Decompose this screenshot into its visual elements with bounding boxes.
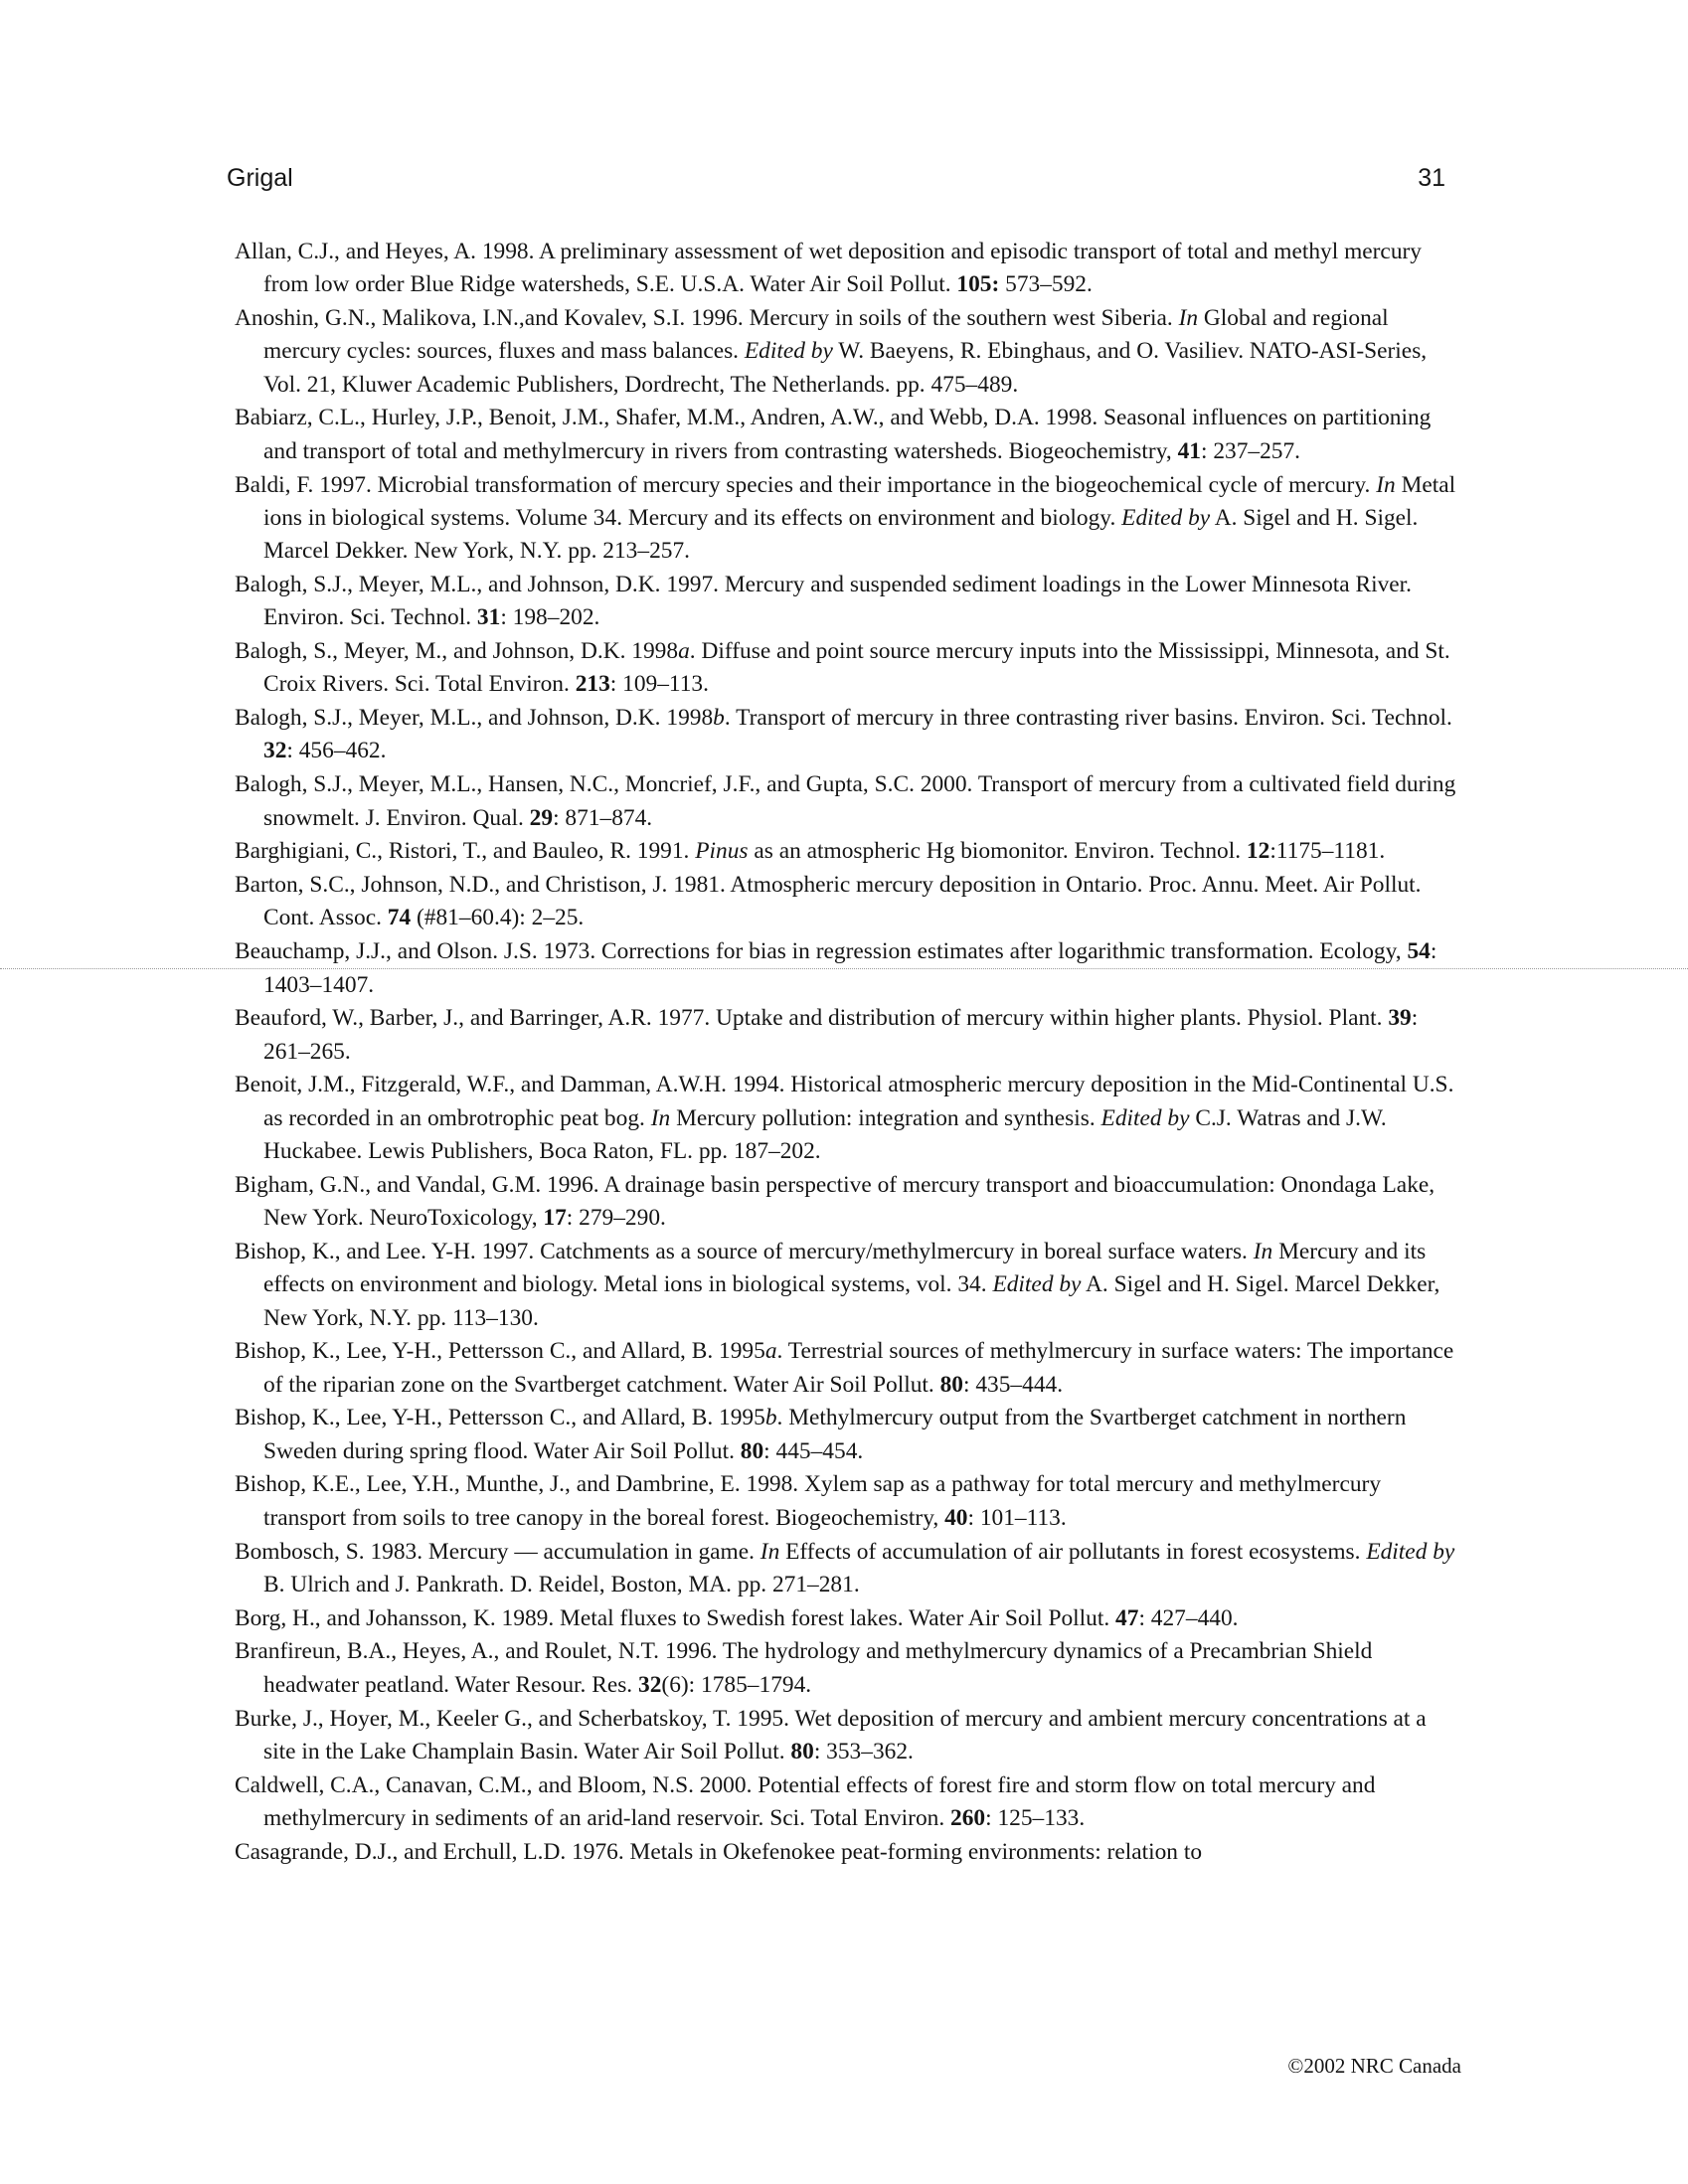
reference-text-run: Benoit, J.M., Fitzgerald, W.F., and Damman, A.W.H. 1994. Historical atmospheric mercury deposition in the Mid-Continental U.S. as recorded in an ombrotrophic peat bog. [235, 1072, 1454, 1131]
reference-entry [235, 1769, 1463, 1836]
reference-text-run: : 456–462. [286, 738, 387, 764]
reference-text-run: Caldwell, C.A., Canavan, C.M., and Bloom, N.S. 2000. Potential effects of forest fire and storm flow on total mercury and methylmercury in sediments of an arid-land reservoir. Sci. Total Environ. [235, 1771, 1376, 1831]
reference-text-run: In [1178, 305, 1199, 332]
reference-entry [235, 1402, 1463, 1468]
reference-text-run: Barton, S.C., Johnson, N.D., and Christison, J. 1981. Atmospheric mercury deposition in Ontario. Proc. Annu. Meet. Air Pollut. Cont. Assoc. [235, 872, 1422, 931]
reference-text-run: . Methylmercury output from the Svartberget catchment in northern Sweden during spring flood. Water Air Soil Pollut. [263, 1405, 1407, 1464]
reference-text-run: b [713, 705, 725, 732]
reference-text-run: b [764, 1405, 777, 1431]
copyright-footer: ©2002 NRC Canada [1287, 2054, 1461, 2078]
reference-entry [235, 1836, 1463, 1869]
reference-text-run: (#81–60.4): 2–25. [411, 905, 585, 931]
reference-text-run: Balogh, S.J., Meyer, M.L., and Johnson, D.K. 1998 [235, 705, 714, 732]
reference-entry [235, 869, 1463, 935]
reference-text-run: Bigham, G.N., and Vandal, G.M. 1996. A drainage basin perspective of mercury transport and bioaccumulation: Onondaga Lake, New York. NeuroToxicology, [235, 1171, 1435, 1232]
reference-text-run: : 237–257. [1200, 437, 1301, 464]
reference-text-run: : 101–113. [967, 1504, 1067, 1531]
reference-entry [235, 1635, 1463, 1702]
reference-text-run: : 261–265. [263, 1005, 1419, 1065]
reference-text-run: Balogh, S.J., Meyer, M.L., and Johnson, D.K. 1997. Mercury and suspended sediment loadings in the Lower Minnesota River. Environ. Sci. Technol. [235, 571, 1413, 631]
reference-text-run: (6): 1785–1794. [661, 1671, 812, 1698]
reference-text-run: Bishop, K., Lee, Y-H., Pettersson C., and Allard, B. 1995 [235, 1338, 765, 1365]
reference-text-run: Bishop, K., and Lee. Y-H. 1997. Catchments as a source of mercury/methylmercury in boreal surface waters. [235, 1238, 1254, 1264]
reference-entry [235, 768, 1463, 835]
reference-entry [235, 1602, 1463, 1635]
running-header [227, 164, 1445, 193]
reference-text-run: 54 [1407, 938, 1431, 965]
reference-text-run: Edited by [1121, 504, 1211, 531]
reference-text-run: 31 [476, 604, 501, 631]
reference-text-run: Global and regional mercury cycles: sources, fluxes and mass balances. [263, 305, 1389, 365]
reference-text-run: 213 [575, 671, 610, 698]
reference-text-run: A. Sigel and H. Sigel. Marcel Dekker. New York, N.Y. pp. 213–257. [263, 504, 1419, 565]
reference-text-run: 39 [1388, 1005, 1412, 1032]
reference-text-run: Bombosch, S. 1983. Mercury — accumulation in game. [235, 1538, 760, 1565]
reference-text-run: Beauford, W., Barber, J., and Barringer, A.R. 1977. Uptake and distribution of mercury within higher plants. Physiol. Plant. [235, 1005, 1389, 1032]
reference-entry [235, 1169, 1463, 1236]
reference-text-run: a [678, 638, 690, 665]
reference-text-run: Mercury pollution: integration and synthesis. [670, 1104, 1101, 1131]
reference-text-run: a [764, 1338, 777, 1365]
reference-text-run: In [650, 1104, 671, 1131]
reference-text-run: 12 [1246, 838, 1270, 865]
reference-text-run: 41 [1177, 437, 1201, 464]
reference-text-run: 29 [529, 804, 554, 831]
reference-entry [235, 1468, 1463, 1535]
reference-entry [235, 1236, 1463, 1335]
reference-text-run: Balogh, S.J., Meyer, M.L., Hansen, N.C., Moncrief, J.F., and Gupta, S.C. 2000. Transport of mercury from a cultivated field during snowmelt. J. Environ. Qual. [235, 771, 1456, 831]
reference-text-run: : 435–444. [963, 1371, 1064, 1398]
reference-text-run: 47 [1115, 1604, 1139, 1631]
reference-text-run: In [1376, 471, 1396, 498]
reference-text-run: Beauchamp, J.J., and Olson. J.S. 1973. Corrections for bias in regression estimates after logarithmic transformation. Ecology, [235, 938, 1408, 965]
reference-text-run: In [760, 1538, 780, 1565]
reference-entry [235, 569, 1463, 635]
reference-text-run: . Diffuse and point source mercury inputs into the Mississippi, Minnesota, and St. Croix Rivers. Sci. Total Environ. [263, 638, 1450, 698]
reference-text-run: 80 [740, 1437, 764, 1464]
reference-text-run: 573–592. [999, 271, 1093, 298]
reference-text-run: . Transport of mercury in three contrasting river basins. Environ. Sci. Technol. [724, 705, 1452, 732]
reference-text-run: Barghigiani, C., Ristori, T., and Bauleo, R. 1991. [235, 838, 696, 865]
reference-text-run: C.J. Watras and J.W. Huckabee. Lewis Publishers, Boca Raton, FL. pp. 187–202. [263, 1104, 1387, 1165]
reference-text-run: Balogh, S., Meyer, M., and Johnson, D.K. 1998 [235, 638, 679, 665]
reference-text-run: Babiarz, C.L., Hurley, J.P., Benoit, J.M., Shafer, M.M., Andren, A.W., and Webb, D.A. 1998. Seasonal influences on partitioning and transport of total and methylmercury in rivers from contrasting watersheds. Biogeochemistry, [235, 405, 1432, 464]
reference-text-run: Bishop, K.E., Lee, Y.H., Munthe, J., and Dambrine, E. 1998. Xylem sap as a pathway for total mercury and methylmercury transport from soils to tree canopy in the boreal forest. Biogeochemistry, [235, 1471, 1382, 1531]
reference-entry [235, 469, 1463, 569]
reference-text-run: Edited by [744, 338, 833, 365]
reference-text-run: : 125–133. [985, 1804, 1086, 1831]
reference-text-run: 17 [543, 1205, 567, 1232]
reference-entry [235, 1536, 1463, 1602]
reference-text-run: Mercury and its effects on environment and biology. Metal ions in biological systems, vol. 34. [263, 1238, 1427, 1298]
reference-text-run: Edited by [1100, 1104, 1190, 1131]
reference-entry [235, 835, 1463, 868]
reference-entry [235, 1703, 1463, 1769]
reference-text-run: Edited by [992, 1271, 1082, 1298]
reference-text-run: Allan, C.J., and Heyes, A. 1998. A preliminary assessment of wet deposition and episodic transport of total and methyl mercury from low order Blue Ridge watersheds, S.E. U.S.A. Water Air Soil Pollut. [235, 239, 1422, 298]
reference-text-run: Bishop, K., Lee, Y-H., Pettersson C., and Allard, B. 1995 [235, 1405, 765, 1431]
reference-entry [235, 702, 1463, 768]
reference-text-run: In [1253, 1238, 1273, 1264]
reference-entry [235, 402, 1463, 468]
reference-list [235, 236, 1463, 1870]
reference-entry [235, 1002, 1463, 1069]
reference-text-run: . Terrestrial sources of methylmercury in surface waters: The importance of the riparian zone on the Svartberget catchment. Water Air Soil Pollut. [263, 1338, 1454, 1398]
running-head-author: Grigal [227, 164, 293, 192]
reference-text-run: : 109–113. [609, 671, 709, 698]
reference-text-run: Metal ions in biological systems. Volume 34. Mercury and its effects on environment and biology. [263, 471, 1456, 531]
page-number: 31 [1418, 164, 1445, 192]
reference-entry [235, 1069, 1463, 1168]
reference-entry [235, 635, 1463, 702]
reference-text-run: : 427–440. [1138, 1604, 1239, 1631]
reference-text-run: 32 [263, 738, 287, 764]
reference-text-run: as an atmospheric Hg biomonitor. Environ. Technol. [748, 838, 1247, 865]
reference-text-run: Edited by [1366, 1538, 1455, 1565]
reference-text-run: 40 [944, 1504, 968, 1531]
reference-text-run: Effects of accumulation of air pollutants in forest ecosystems. [779, 1538, 1367, 1565]
reference-text-run: : 871–874. [553, 804, 653, 831]
reference-text-run: Burke, J., Hoyer, M., Keeler G., and Scherbatskoy, T. 1995. Wet deposition of mercury and ambient mercury concentrations at a site in the Lake Champlain Basin. Water Air Soil Pollut. [235, 1705, 1427, 1764]
reference-text-run: 80 [939, 1371, 963, 1398]
reference-text-run: : 279–290. [566, 1205, 666, 1232]
reference-text-run: Baldi, F. 1997. Microbial transformation of mercury species and their importance in the biogeochemical cycle of mercury. [235, 471, 1377, 498]
reference-text-run: Pinus [695, 838, 749, 865]
reference-text-run: :1175–1181. [1269, 838, 1386, 865]
reference-text-run: : 445–454. [763, 1437, 864, 1464]
reference-text-run: 74 [387, 905, 412, 931]
reference-text-run: Borg, H., and Johansson, K. 1989. Metal fluxes to Swedish forest lakes. Water Air Soil Pollut. [235, 1604, 1116, 1631]
reference-entry [235, 1335, 1463, 1402]
reference-text-run: 105: [956, 271, 1000, 298]
reference-text-run: 260 [950, 1804, 986, 1831]
reference-text-run: 80 [790, 1738, 814, 1764]
reference-text-run: Branfireun, B.A., Heyes, A., and Roulet, N.T. 1996. The hydrology and methylmercury dynamics of a Precambrian Shield headwater peatland. Water Resour. Res. [235, 1638, 1373, 1698]
reference-entry [235, 302, 1463, 402]
reference-text-run: B. Ulrich and J. Pankrath. D. Reidel, Boston, MA. pp. 271–281. [263, 1571, 860, 1597]
reference-entry [235, 935, 1463, 1002]
reference-text-run: A. Sigel and H. Sigel. Marcel Dekker, New York, N.Y. pp. 113–130. [263, 1271, 1440, 1331]
reference-text-run: : 353–362. [813, 1738, 914, 1764]
reference-text-run: : 198–202. [500, 604, 600, 631]
reference-entry [235, 236, 1463, 302]
reference-text-run: Casagrande, D.J., and Erchull, L.D. 1976. Metals in Okefenokee peat-forming environments: relation to [235, 1838, 1203, 1865]
reference-text-run: W. Baeyens, R. Ebinghaus, and O. Vasiliev. NATO-ASI-Series, Vol. 21, Kluwer Academic Publishers, Dordrecht, The Netherlands. pp. 475–489. [263, 338, 1428, 398]
reference-text-run: 32 [638, 1671, 662, 1698]
reference-text-run: Anoshin, G.N., Malikova, I.N.,and Kovalev, S.I. 1996. Mercury in soils of the southern west Siberia. [235, 305, 1179, 332]
reference-text-run: : 1403–1407. [263, 938, 1437, 998]
